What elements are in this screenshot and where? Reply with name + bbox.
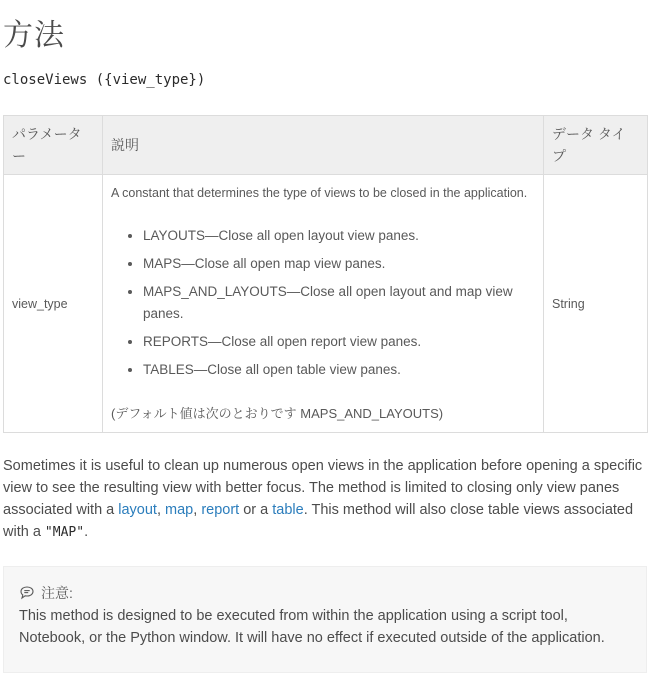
header-description: 説明 — [103, 116, 544, 175]
table-row — [4, 175, 648, 433]
link-layout[interactable]: layout — [118, 502, 157, 518]
note-header — [19, 583, 631, 603]
paragraph-text: or a — [239, 502, 273, 518]
paragraph-text: , — [193, 502, 202, 518]
comment-icon — [19, 585, 35, 601]
header-data-type: データ タイプ — [544, 116, 648, 175]
list-item: • MAPS_AND_LAYOUTS—Close all open layout and map view panes. — [143, 281, 535, 325]
paragraph-text: Sometimes it is useful to clean up numerous open views in the application before opening a specific view to see the resulting view with better focus. The method is limited to closing only view panes associated with a — [3, 458, 643, 518]
param-name: view_type — [4, 175, 103, 433]
param-type: String — [544, 175, 648, 433]
list-item: • LAYOUTS—Close all open layout view panes. — [143, 225, 535, 247]
default-value: (デフォルト値は次のとおりです MAPS_AND_LAYOUTS) — [111, 406, 444, 421]
paragraph-text: , — [156, 502, 166, 518]
paragraph-text: . — [84, 524, 89, 540]
list-item: • MAPS—Close all open map view panes. — [143, 253, 535, 275]
header-parameter: パラメーター — [4, 116, 103, 175]
paragraph-text: . This method will also close table views associated with a — [3, 502, 634, 540]
inline-code: "MAP" — [44, 525, 85, 540]
link-map[interactable]: map — [165, 502, 194, 518]
description-paragraph — [3, 455, 643, 544]
note-text: This method is designed to be executed from within the application using a script tool, Notebook, or the Python window. It will have no effect if executed outside of the application. — [19, 608, 605, 646]
link-report[interactable]: report — [201, 502, 240, 518]
table-header-row — [4, 116, 648, 175]
description-intro: A constant that determines the type of views to be closed in the application. — [111, 186, 528, 200]
method-signature: closeViews ({view_type}) — [3, 72, 206, 88]
page-title: 方法 — [3, 19, 65, 52]
note-label: 注意: — [41, 585, 73, 601]
note-box — [3, 566, 647, 673]
link-table[interactable]: table — [272, 502, 304, 518]
parameters-table — [3, 115, 648, 433]
constant-list — [111, 225, 535, 381]
param-description — [103, 175, 544, 433]
list-item: • REPORTS—Close all open report view panes. — [143, 331, 535, 353]
list-item: • TABLES—Close all open table view panes. — [143, 359, 535, 381]
